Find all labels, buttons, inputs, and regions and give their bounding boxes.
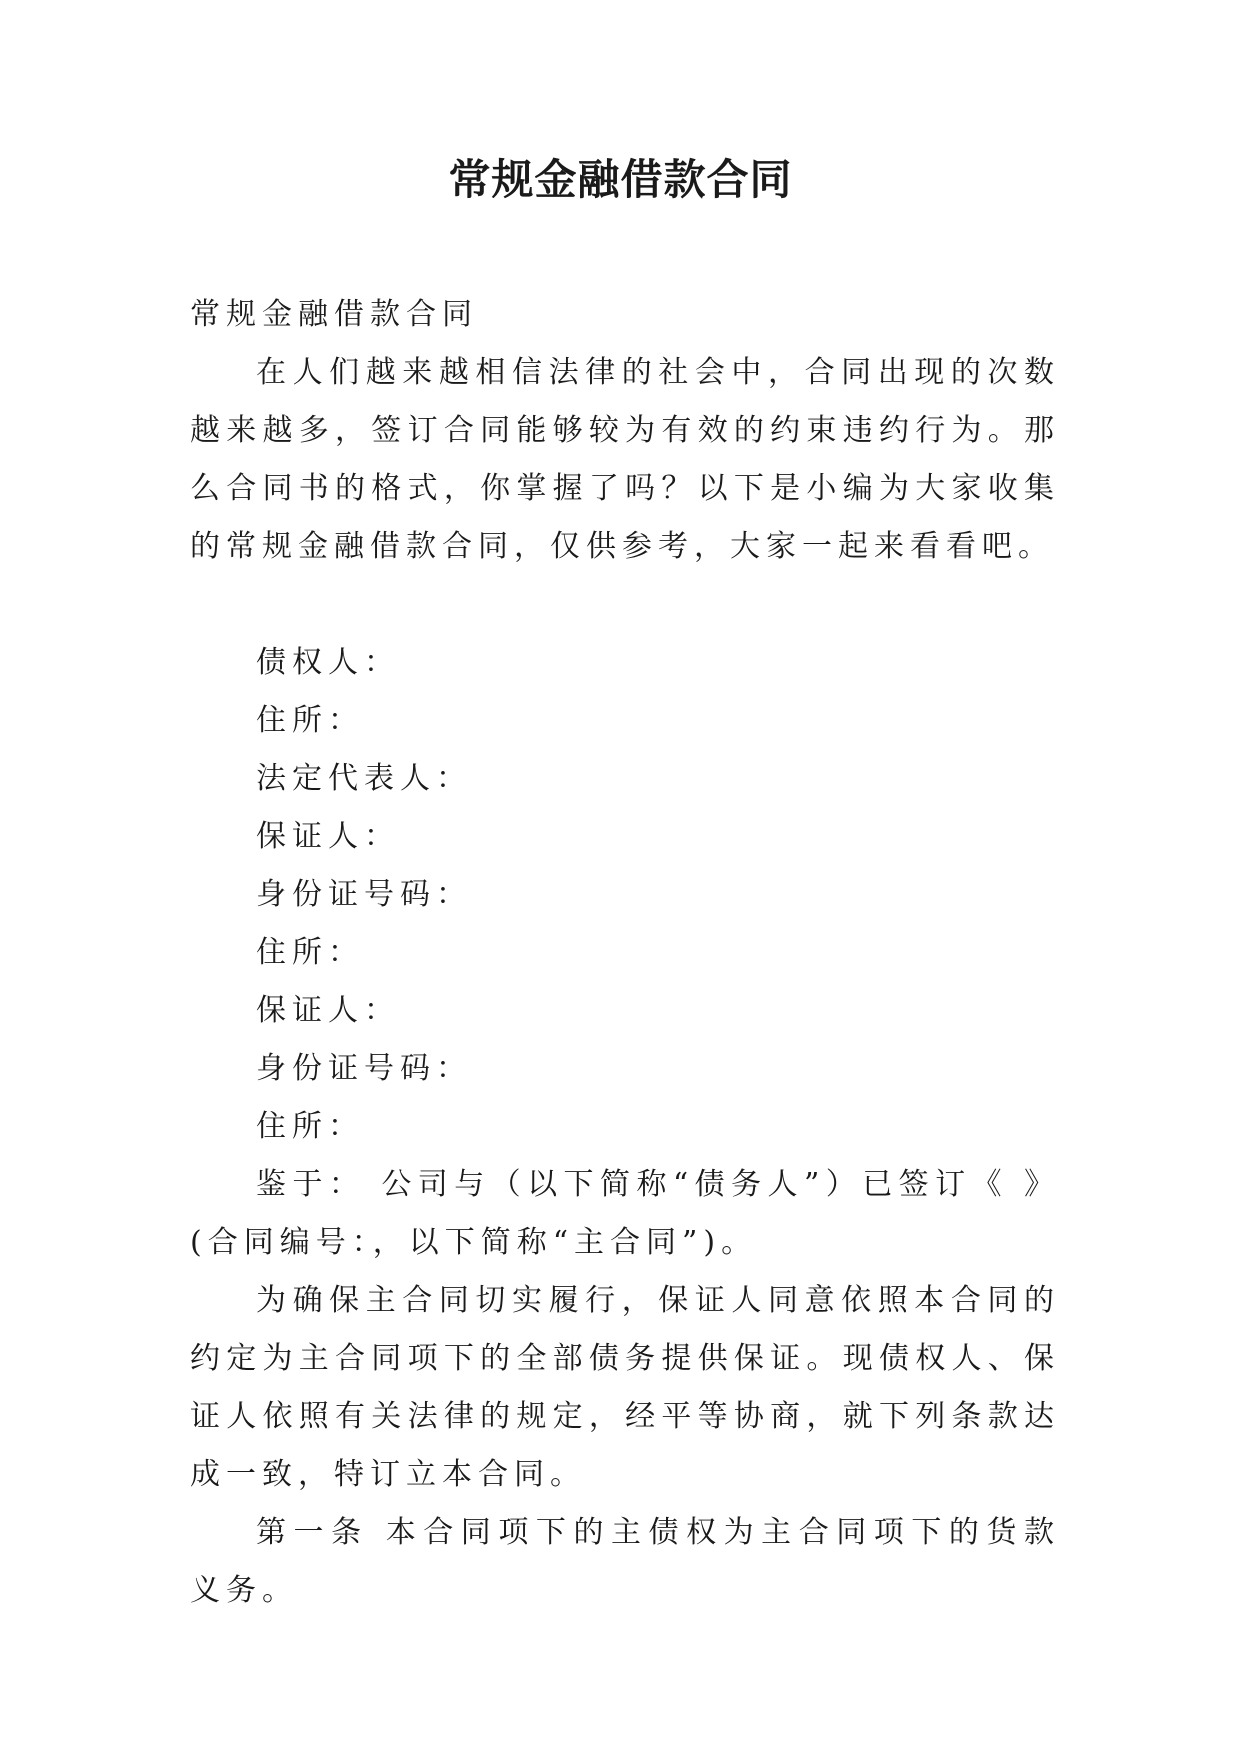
- field-guarantor-1: 保证人：: [256, 819, 400, 854]
- field-guarantor-2: 保证人：: [256, 993, 400, 1028]
- field-guarantor-1-id: 身份证号码：: [256, 877, 472, 912]
- whereas-paragraph: 鉴于： 公司与（以下简称“债务人”）已签订《 》(合同编号：，以下简称“主合同”)。: [190, 1167, 1060, 1260]
- intro-paragraph: 在人们越来越相信法律的社会中，合同出现的次数越来越多，签订合同能够较为有效的约束违约行为。那么合同书的格式，你掌握了吗？以下是小编为大家收集的常规金融借款合同，仅供参考，大家一起来看看吧。: [190, 355, 1060, 564]
- field-guarantor-2-id: 身份证号码：: [256, 1051, 472, 1086]
- field-guarantor-2-address: 住所：: [256, 1109, 364, 1144]
- field-creditor: 债权人：: [256, 645, 400, 680]
- article-1-paragraph: 第一条 本合同项下的主债权为主合同项下的货款义务。: [190, 1515, 1060, 1608]
- document-title: 常规金融借款合同: [448, 155, 793, 204]
- blank-line: [190, 576, 1060, 634]
- field-creditor-address: 住所：: [256, 703, 364, 738]
- document-body: [190, 286, 1060, 1620]
- document-subtitle: 常规金融借款合同: [190, 297, 478, 332]
- purpose-paragraph: 为确保主合同切实履行，保证人同意依照本合同的约定为主合同项下的全部债务提供保证。现债权人、保证人依照有关法律的规定，经平等协商，就下列条款达成一致，特订立本合同。: [190, 1283, 1060, 1492]
- field-guarantor-1-address: 住所：: [256, 935, 364, 970]
- field-legal-representative: 法定代表人：: [256, 761, 472, 796]
